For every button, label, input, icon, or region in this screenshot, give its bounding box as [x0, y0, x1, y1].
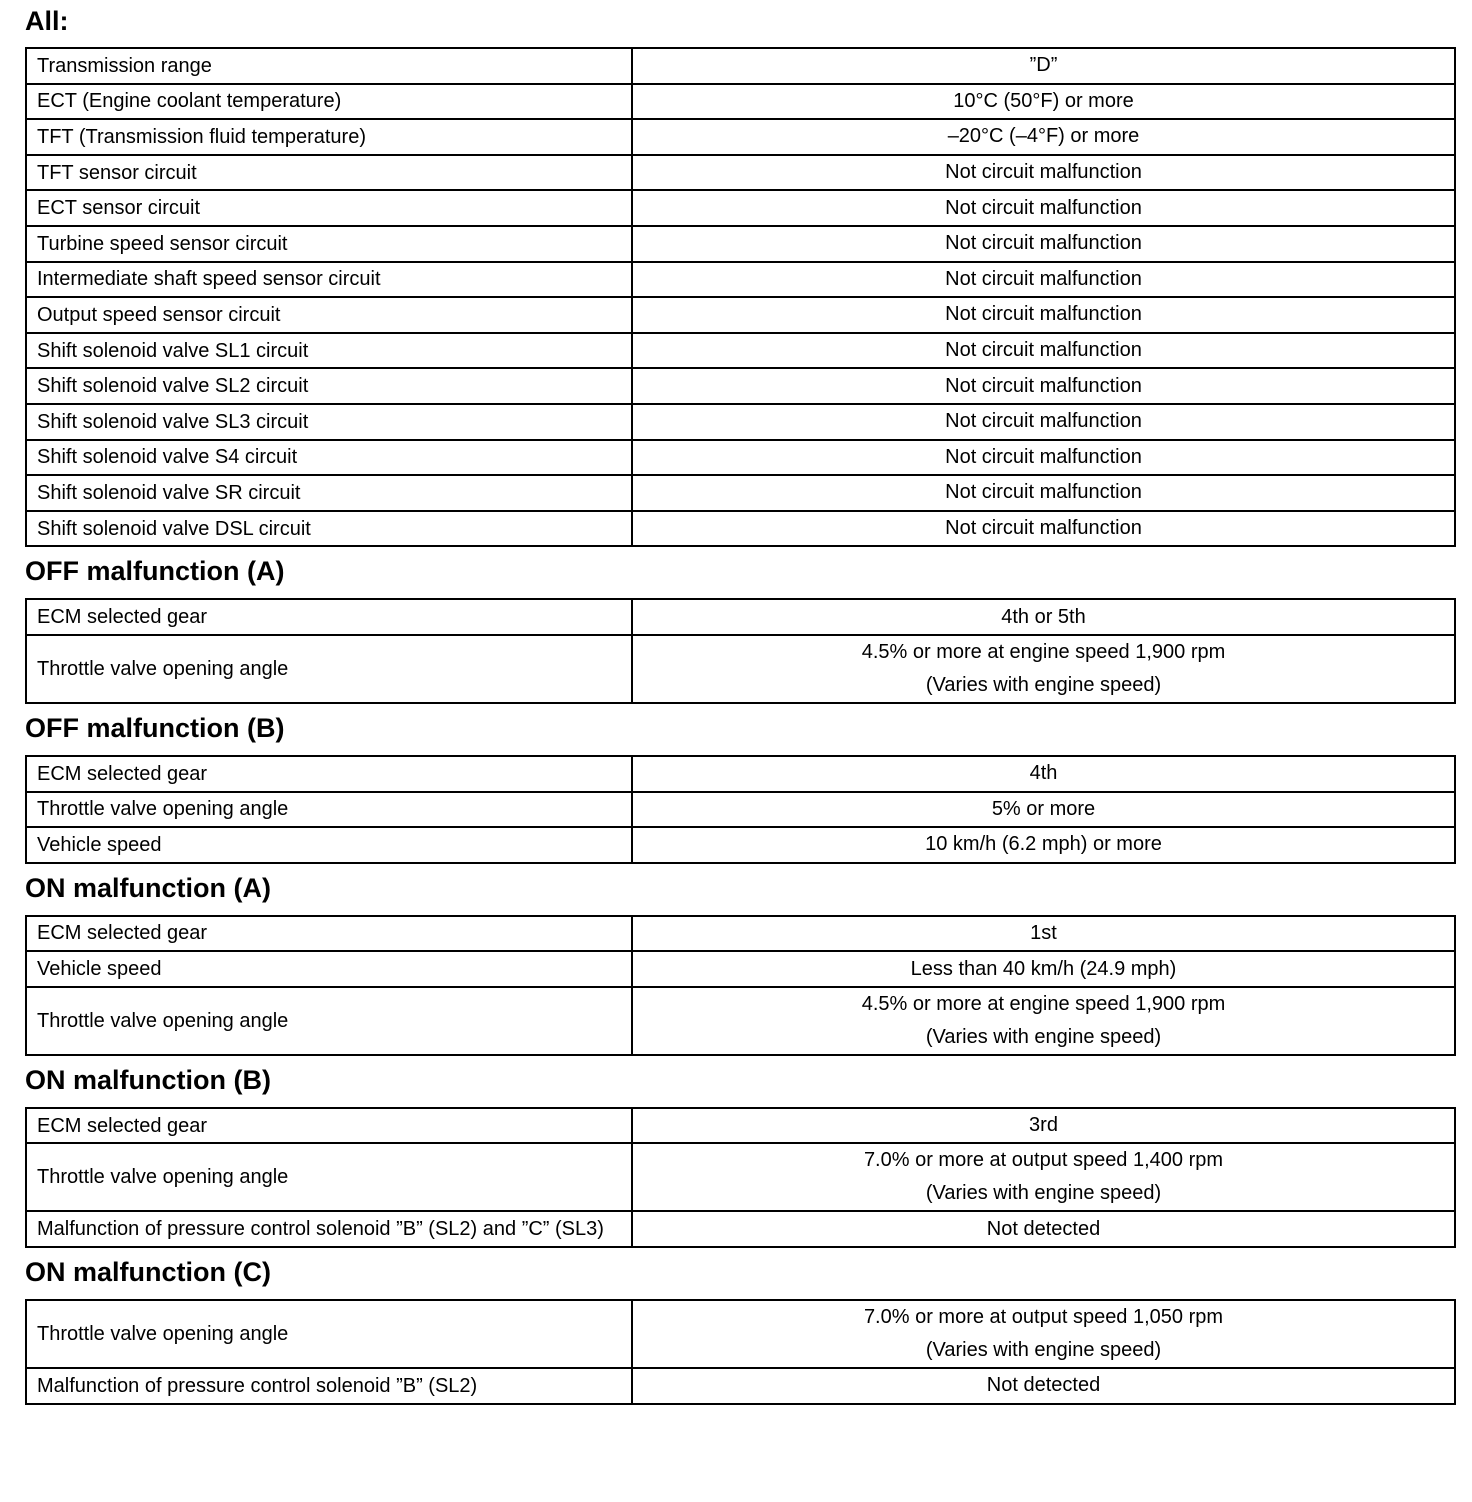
table-row — [26, 511, 1455, 547]
condition-label: Malfunction of pressure control solenoid ”B” (SL2) — [26, 1368, 632, 1404]
value-line: 4th or 5th — [1001, 605, 1086, 628]
condition-table — [25, 755, 1456, 864]
condition-label: Shift solenoid valve SL1 circuit — [26, 333, 632, 369]
value-line: Less than 40 km/h (24.9 mph) — [910, 957, 1177, 980]
condition-label: Shift solenoid valve SL2 circuit — [26, 368, 632, 404]
table-row — [26, 1368, 1455, 1404]
section-heading: ON malfunction (A) — [25, 872, 271, 903]
condition-value — [632, 368, 1455, 404]
condition-table — [25, 598, 1456, 704]
condition-value — [632, 155, 1455, 191]
condition-table — [25, 1107, 1456, 1248]
value-line: 4.5% or more at engine speed 1,900 rpm — [861, 640, 1226, 663]
table-row — [26, 1300, 1455, 1368]
condition-value — [632, 475, 1455, 511]
condition-value — [632, 404, 1455, 440]
condition-value — [632, 599, 1455, 635]
condition-value — [632, 1108, 1455, 1144]
value-line: 4.5% or more at engine speed 1,900 rpm — [861, 992, 1226, 1015]
value-line: 10 km/h (6.2 mph) or more — [925, 833, 1162, 856]
value-line: Not circuit malfunction — [945, 374, 1142, 397]
condition-table — [25, 1299, 1456, 1405]
value-line: (Varies with engine speed) — [925, 1182, 1162, 1205]
condition-label: Vehicle speed — [26, 951, 632, 987]
value-line: Not circuit malfunction — [945, 339, 1142, 362]
table-row — [26, 190, 1455, 226]
condition-value — [632, 226, 1455, 262]
value-line: –20°C (–4°F) or more — [947, 125, 1140, 148]
table-row — [26, 262, 1455, 298]
table-row — [26, 333, 1455, 369]
condition-label: Turbine speed sensor circuit — [26, 226, 632, 262]
condition-value — [632, 84, 1455, 120]
value-line: Not circuit malfunction — [945, 517, 1142, 540]
value-line: ”D” — [1029, 54, 1058, 77]
document — [25, 0, 1456, 1405]
table-row — [26, 119, 1455, 155]
table-row — [26, 84, 1455, 120]
condition-label: Shift solenoid valve SR circuit — [26, 475, 632, 511]
table-row — [26, 951, 1455, 987]
condition-value — [632, 635, 1455, 703]
condition-label: TFT (Transmission fluid temperature) — [26, 119, 632, 155]
condition-value — [632, 1211, 1455, 1247]
value-line: (Varies with engine speed) — [925, 1339, 1162, 1362]
table-row — [26, 599, 1455, 635]
table-row — [26, 827, 1455, 863]
condition-label: Malfunction of pressure control solenoid ”B” (SL2) and ”C” (SL3) — [26, 1211, 632, 1247]
table-row — [26, 916, 1455, 952]
condition-label: Throttle valve opening angle — [26, 635, 632, 703]
value-line: Not circuit malfunction — [945, 232, 1142, 255]
condition-value — [632, 333, 1455, 369]
condition-label: TFT sensor circuit — [26, 155, 632, 191]
condition-value — [632, 262, 1455, 298]
table-row — [26, 475, 1455, 511]
condition-label: Vehicle speed — [26, 827, 632, 863]
table-row — [26, 297, 1455, 333]
condition-value — [632, 297, 1455, 333]
condition-label: ECM selected gear — [26, 756, 632, 792]
table-row — [26, 1108, 1455, 1144]
condition-table — [25, 47, 1456, 547]
condition-value — [632, 1143, 1455, 1211]
value-line: Not circuit malfunction — [945, 196, 1142, 219]
table-row — [26, 635, 1455, 703]
value-line: 5% or more — [991, 797, 1096, 820]
value-line: 4th — [1029, 762, 1058, 785]
value-line: (Varies with engine speed) — [925, 673, 1162, 696]
table-row — [26, 48, 1455, 84]
table-row — [26, 756, 1455, 792]
condition-label: Shift solenoid valve DSL circuit — [26, 511, 632, 547]
condition-value — [632, 48, 1455, 84]
condition-label: Throttle valve opening angle — [26, 1300, 632, 1368]
condition-value — [632, 440, 1455, 476]
section-heading: All: — [25, 6, 69, 36]
condition-label: ECT (Engine coolant temperature) — [26, 84, 632, 120]
section-heading: ON malfunction (C) — [25, 1257, 271, 1288]
value-line: Not detected — [986, 1217, 1101, 1240]
condition-value — [632, 190, 1455, 226]
condition-value — [632, 987, 1455, 1055]
value-line: 1st — [1030, 921, 1057, 944]
condition-label: Shift solenoid valve S4 circuit — [26, 440, 632, 476]
condition-value — [632, 951, 1455, 987]
condition-value — [632, 916, 1455, 952]
section-heading: ON malfunction (B) — [25, 1064, 271, 1095]
condition-label: ECM selected gear — [26, 916, 632, 952]
table-row — [26, 1211, 1455, 1247]
table-row — [26, 368, 1455, 404]
value-line: Not circuit malfunction — [945, 303, 1142, 326]
condition-label: Transmission range — [26, 48, 632, 84]
condition-label: Throttle valve opening angle — [26, 987, 632, 1055]
table-row — [26, 987, 1455, 1055]
value-line: Not circuit malfunction — [945, 481, 1142, 504]
table-row — [26, 440, 1455, 476]
value-line: Not circuit malfunction — [945, 161, 1142, 184]
value-line: 7.0% or more at output speed 1,400 rpm — [863, 1149, 1224, 1172]
condition-label: Throttle valve opening angle — [26, 792, 632, 828]
value-line: 7.0% or more at output speed 1,050 rpm — [863, 1306, 1224, 1329]
condition-table — [25, 915, 1456, 1056]
value-line: 3rd — [1029, 1114, 1058, 1137]
value-line: Not circuit malfunction — [945, 445, 1142, 468]
value-line: 10°C (50°F) or more — [953, 89, 1134, 112]
condition-value — [632, 827, 1455, 863]
condition-value — [632, 1300, 1455, 1368]
condition-label: Shift solenoid valve SL3 circuit — [26, 404, 632, 440]
condition-label: ECM selected gear — [26, 599, 632, 635]
condition-value — [632, 511, 1455, 547]
condition-value — [632, 1368, 1455, 1404]
value-line: Not circuit malfunction — [945, 410, 1142, 433]
condition-label: ECM selected gear — [26, 1108, 632, 1144]
condition-label: ECT sensor circuit — [26, 190, 632, 226]
condition-value — [632, 119, 1455, 155]
table-row — [26, 155, 1455, 191]
condition-label: Throttle valve opening angle — [26, 1143, 632, 1211]
condition-value — [632, 792, 1455, 828]
table-row — [26, 404, 1455, 440]
value-line: (Varies with engine speed) — [925, 1025, 1162, 1048]
section-heading: OFF malfunction (A) — [25, 556, 285, 587]
table-row — [26, 226, 1455, 262]
value-line: Not detected — [986, 1374, 1101, 1397]
value-line: Not circuit malfunction — [945, 267, 1142, 290]
section-heading: OFF malfunction (B) — [25, 712, 285, 743]
table-row — [26, 792, 1455, 828]
condition-label: Output speed sensor circuit — [26, 297, 632, 333]
table-row — [26, 1143, 1455, 1211]
condition-label: Intermediate shaft speed sensor circuit — [26, 262, 632, 298]
condition-value — [632, 756, 1455, 792]
